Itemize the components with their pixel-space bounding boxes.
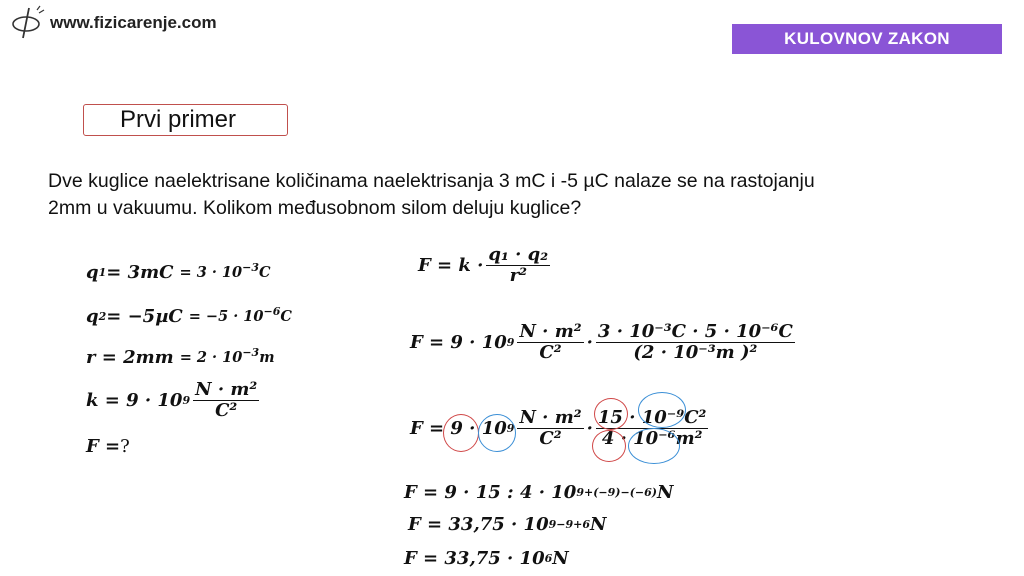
page-title: Prvi primer <box>83 104 288 136</box>
step3-unit-fraction <box>517 408 583 449</box>
step1-denominator: r² <box>509 265 527 286</box>
q2-scientific: = −5 · 10 <box>188 308 264 325</box>
q2-symbol: q <box>86 306 99 327</box>
q1-unit: C <box>258 264 271 281</box>
F-unknown: F = <box>86 436 121 457</box>
topic-badge: KULOVNOV ZAKON <box>732 24 1002 54</box>
step6-unit: N <box>552 548 569 569</box>
highlight-circle-10-9 <box>478 414 516 452</box>
step2-unit-numerator: N · m² <box>519 321 582 342</box>
step2-unit-fraction <box>517 322 583 363</box>
step1-lhs: F = k · <box>418 255 484 276</box>
site-logo[interactable] <box>8 4 268 38</box>
step3-lhs: F = 9 · 10 <box>410 418 507 439</box>
given-k: k = 9 · 10 9 $\frac{\text{N · m²}}{\text{C²}}$ <box>86 379 258 421</box>
solution-step-3: F = 9 · 10 9 $\frac{\text{N · m²}}{\text{C²}}$ · $\frac{\text{15 · 10⁻⁹C²}}{\text{4 · 10⁻⁶m²}}$ <box>410 407 707 449</box>
solution-step-1 <box>418 245 553 286</box>
step3-unit-numerator: N · m² <box>519 407 582 428</box>
k-unit-denominator: C² <box>215 400 238 421</box>
step1-numerator: q₁ · q₂ <box>488 244 549 265</box>
step4-unit: N <box>656 482 674 503</box>
given-q2: q 2 = −5µC = $-5 \cdot 10^{-6}C$ <box>86 305 292 327</box>
q2-value: = −5µC <box>106 306 183 327</box>
r-value: r = 2mm <box>86 347 174 368</box>
phi-logo-icon <box>8 4 48 40</box>
step4-lhs: F = 9 · 15 : 4 · 10 <box>404 482 577 503</box>
step3-numerator: 15 · 10⁻⁹C² <box>597 407 707 428</box>
step5-unit: N <box>590 514 607 535</box>
solution-step-2: F = 9 · 10 9 $\frac{\text{N · m²}}{\text{C²}}$ · $\frac{\text{3 · 10⁻³C · 5 · 10⁻⁶C}}{\text{(2 · 10⁻³m )²}}$ <box>410 321 793 363</box>
problem-statement <box>48 168 978 222</box>
problem-line-2: 2mm u vakuumu. Kolikom međusobnom silom deluju kuglice? <box>48 197 582 219</box>
r-unit: m <box>259 349 275 366</box>
q2-exponent: −6 <box>263 305 281 319</box>
r-exponent: −3 <box>242 346 260 360</box>
step2-numerator: 3 · 10⁻³C · 5 · 10⁻⁶C <box>597 321 793 342</box>
given-q1: q 1 = 3mC = $3 \cdot 10^{-3}C$ <box>86 261 271 283</box>
highlight-circle-10-minus-6 <box>628 428 680 464</box>
F-question-mark: ? <box>120 436 130 457</box>
step2-denominator: (2 · 10⁻³m )² <box>633 342 758 363</box>
solution-step-5: F = 33,75 · 10 9−9+6 N <box>408 514 607 535</box>
solution-step-4: F = 9 · 15 : 4 · 10 9+(−9)−(−6) N <box>404 482 674 503</box>
step2-lhs: F = 9 · 10 <box>410 332 507 353</box>
step3-denominator: 4 · 10⁻⁶m² <box>601 428 703 449</box>
solution-step-6: F = 33,75 · 10 6 N <box>404 548 569 569</box>
problem-line-1: Dve kuglice naelektrisane količinama naelektrisanja 3 mC i -5 µC nalaze se na rastojanju <box>48 170 815 192</box>
q1-symbol: q <box>86 262 99 283</box>
step6-lhs: F = 33,75 · 10 <box>404 548 545 569</box>
step1-fraction <box>486 245 550 286</box>
given-F <box>86 436 130 457</box>
step5-lhs: F = 33,75 · 10 <box>408 514 549 535</box>
q1-value: = 3mC <box>106 262 174 283</box>
highlight-circle-9 <box>443 414 479 452</box>
k-unit-numerator: N · m² <box>195 379 258 400</box>
highlight-circle-4 <box>592 430 626 462</box>
step2-unit-denominator: C² <box>539 342 562 363</box>
q2-unit: C <box>280 308 292 325</box>
site-url[interactable]: www.fizicarenje.com <box>50 13 217 32</box>
highlight-circle-10-minus-9 <box>638 392 686 428</box>
k-unit-fraction <box>193 380 259 421</box>
step2-value-fraction <box>596 322 795 363</box>
r-scientific: = 2 · 10 <box>179 349 243 366</box>
given-r <box>86 347 275 368</box>
q1-exponent: −3 <box>242 261 259 275</box>
step3-unit-denominator: C² <box>539 428 562 449</box>
k-value: k = 9 · 10 <box>86 390 183 411</box>
highlight-circle-15 <box>594 398 628 430</box>
q1-scientific: = 3 · 10 <box>179 264 243 281</box>
